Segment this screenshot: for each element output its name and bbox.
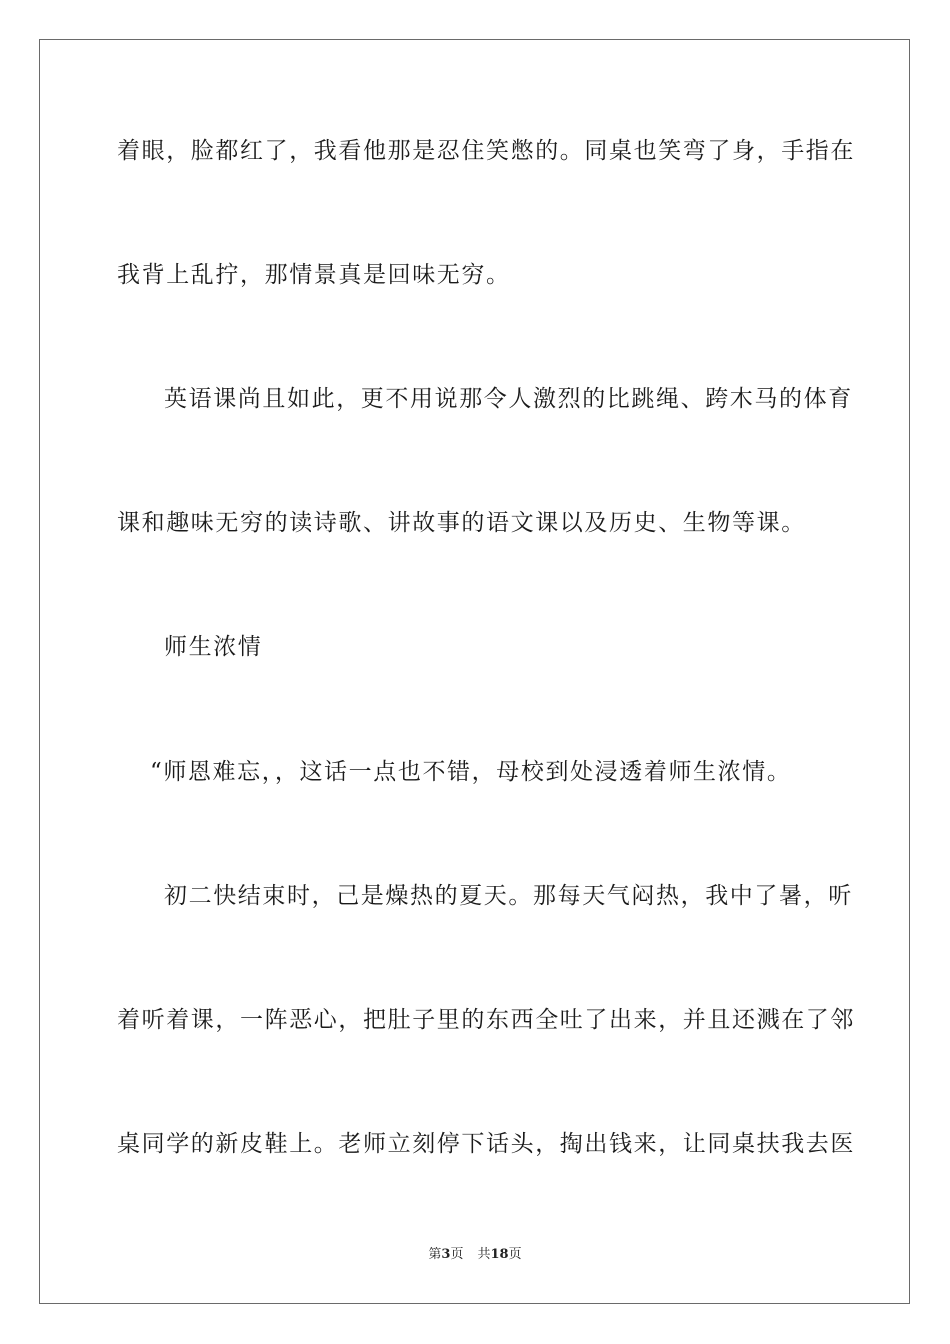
body-line-9: 桌同学的新皮鞋上。老师立刻停下话头，掏出钱来，让同桌扶我去医	[117, 1131, 855, 1157]
footer-total-suffix: 页	[508, 1247, 522, 1262]
footer-page-number: 3	[441, 1247, 451, 1262]
body-line-6: “师恩难忘，，这话一点也不错，母校到处浸透着师生浓情。	[150, 759, 792, 785]
page-footer	[0, 1246, 950, 1264]
body-line-2: 我背上乱拧，那情景真是回味无穷。	[117, 262, 511, 288]
page-border	[39, 39, 910, 1304]
footer-page-prefix: 第	[428, 1247, 442, 1262]
body-line-3: 英语课尚且如此，更不用说那令人激烈的比跳绳、跨木马的体育	[164, 386, 853, 412]
body-line-7: 初二快结束时，己是燥热的夏天。那每天气闷热，我中了暑，听	[164, 883, 853, 909]
footer-total-prefix: 共	[477, 1247, 491, 1262]
footer-total-pages: 18	[490, 1247, 509, 1262]
section-heading: 师生浓情	[164, 634, 263, 660]
body-line-8: 着听着课，一阵恶心，把肚子里的东西全吐了出来，并且还溅在了邻	[117, 1007, 855, 1033]
body-line-1: 着眼，脸都红了，我看他那是忍住笑憋的。同桌也笑弯了身，手指在	[117, 138, 855, 164]
footer-page-suffix: 页	[450, 1247, 464, 1262]
body-line-4: 课和趣味无穷的读诗歌、讲故事的语文课以及历史、生物等课。	[117, 510, 806, 536]
